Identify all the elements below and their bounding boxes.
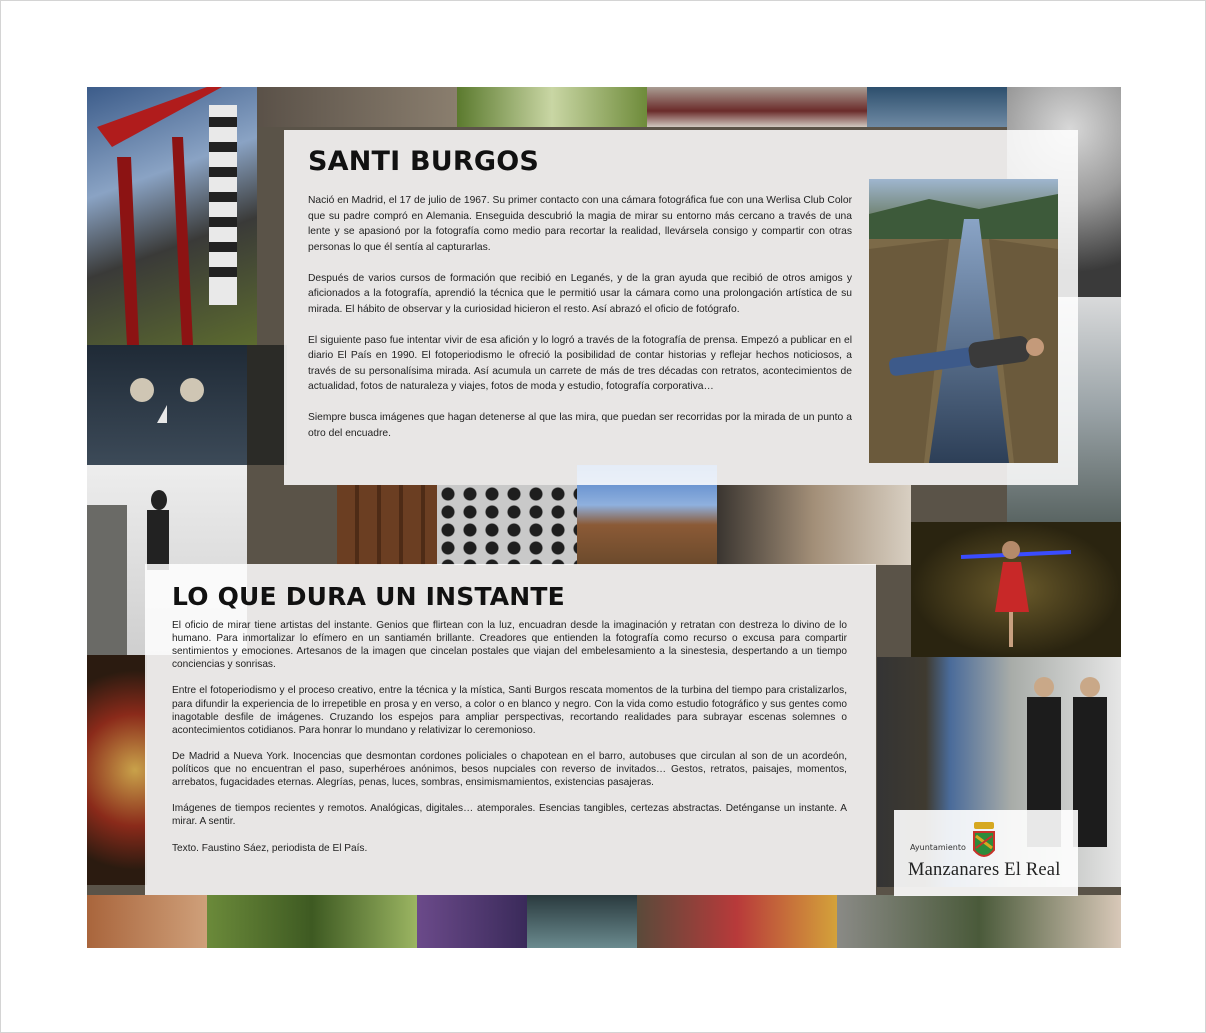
- bio-title: SANTI BURGOS: [308, 146, 540, 177]
- essay-paragraph: Imágenes de tiempos recientes y remotos. Analógicas, digitales… atemporales. Esencias tangibles, certezas abstractas. Deténganse un instante. A mirar. A sentir.: [172, 803, 847, 828]
- bio-paragraph: El siguiente paso fue intentar vivir de esa afición y lo logró a través de la fotografía de prensa. Empezó a publicar en el diario El País en 1990. El fotoperiodismo le ofreció la posibilidad de contar historias y reflejar hechos noticiosos, a través de su personalísima mirada. Así acumula un carrete de más de tres décadas con retratos, acontecimientos de actualidad, fotos de naturaleza y viajes, fotos de moda y estudio, fotografía corporativa…: [308, 334, 852, 392]
- essay-text: [172, 619, 847, 868]
- collage-photo-bench: [837, 895, 1121, 948]
- collage-photo-tunnel: [527, 895, 637, 948]
- red-stairs-shape: [87, 87, 257, 345]
- portrait-photo: [869, 179, 1058, 463]
- bio-paragraph: Siempre busca imágenes que hagan detenerse al que las mira, que puedan ser recorridas por la mirada de un punto a otro del encuadre.: [308, 412, 852, 439]
- bio-paragraph: Después de varios cursos de formación que recibió en Leganés, y de la gran ayuda que recibió de otros amigos y aficionados a la fotografía, aprendió la técnica que le permitió usar la cámara como una prolongación artística de su mirada. El hábito de observar y la curiosidad hicieron el resto. Así abrazó el oficio de fotógrafo.: [308, 272, 852, 315]
- bio-text: [308, 193, 852, 457]
- collage-photo-street-red: [637, 895, 837, 948]
- bio-paragraph: Nació en Madrid, el 17 de julio de 1967. Su primer contacto con una cámara fotográfica fue con una Werlisa Club Color que su padre compró en Alemania. Enseguida descubrió la magia de mirar su entorno más cercano a través de una lente y se apasionó por la fotografía como medio para recortar la realidad, llevársela consigo y compartir con otras personas lo que él sentía al capturarlas.: [308, 195, 852, 253]
- logo-town-name: Manzanares El Real: [908, 860, 1061, 880]
- sign-circles: [87, 345, 247, 465]
- collage-photo-nuns: [717, 485, 911, 565]
- collage-photo-boat-sign: [87, 345, 247, 465]
- coat-of-arms-icon: [972, 822, 996, 864]
- collage-photo-canal-left: [247, 345, 287, 465]
- collage-photo-red-tower: [87, 87, 257, 345]
- collage-photo-station: [647, 87, 867, 127]
- collage-photo-tree: [457, 87, 647, 127]
- collage-photo-sky: [867, 87, 1007, 127]
- municipal-logo: [894, 810, 1078, 896]
- essay-panel: [145, 564, 876, 895]
- logo-ayuntamiento-text: Ayuntamiento: [910, 843, 966, 852]
- collage-photo-door: [337, 485, 437, 565]
- essay-paragraph: Entre el fotoperiodismo y el proceso creativo, entre la técnica y la mística, Santi Burgos rescata momentos de la turbina del tiempo para cristalizarlos, para difundir la experiencia de lo irrepetible en prosa y en verso, a color o en blanco y negro. Con la vida como estudio fotográfico y sus gentes como inagotable desfile de imágenes. Cruzando los espejos para ampliar perspectivas, recortando realidades para subrayar escenas solemnes o acontecimientos cotidianos. Para honrar lo mundano y relativizar lo ceremonioso.: [172, 685, 847, 736]
- essay-paragraph: De Madrid a Nueva York. Inocencias que desmontan cordones policiales o chapotean en el barro, autobuses que circulan al son de un acordeón, políticos que no encuentran el paso, superhéroes anónimos, besos nupciales con reverso de invitados… Gestos, retratos, paisajes, momentos, arrebatos, fugacidades eternas. Alegrías, penas, luces, sombras, ensimismamientos, existencias pasajeras.: [172, 750, 847, 789]
- portrait-photo-art: [869, 179, 1058, 463]
- collage-photo-ground: [87, 895, 207, 948]
- collage-photo-grass: [207, 895, 417, 948]
- collage-photo-dark-street: [257, 87, 457, 127]
- essay-paragraph: El oficio de mirar tiene artistas del instante. Genios que flirtean con la luz, encuadran desde la imaginación y retratan con destreza lo divino de lo humano. Para inmortalizar lo efímero en un santiamén brillante. Creadores que entienden la fotografía como recurso o excusa para compartir sentimientos y emociones. Artesanos de la imagen que cincelan postales que viajan del embelesamiento a la sinestesia, despertando a un tiempo conciencias y sonrisas.: [172, 620, 847, 671]
- collage-photo-perforated: [437, 485, 577, 565]
- essay-title: LO QUE DURA UN INSTANTE: [172, 582, 565, 611]
- dancer-shape: [911, 522, 1121, 657]
- essay-credit: Texto. Faustino Sáez, periodista de El País.: [172, 842, 368, 854]
- collage-photo-blue-figure: [911, 522, 1121, 657]
- collage-photo-dish: [87, 655, 147, 885]
- collage-photo-flowers: [417, 895, 527, 948]
